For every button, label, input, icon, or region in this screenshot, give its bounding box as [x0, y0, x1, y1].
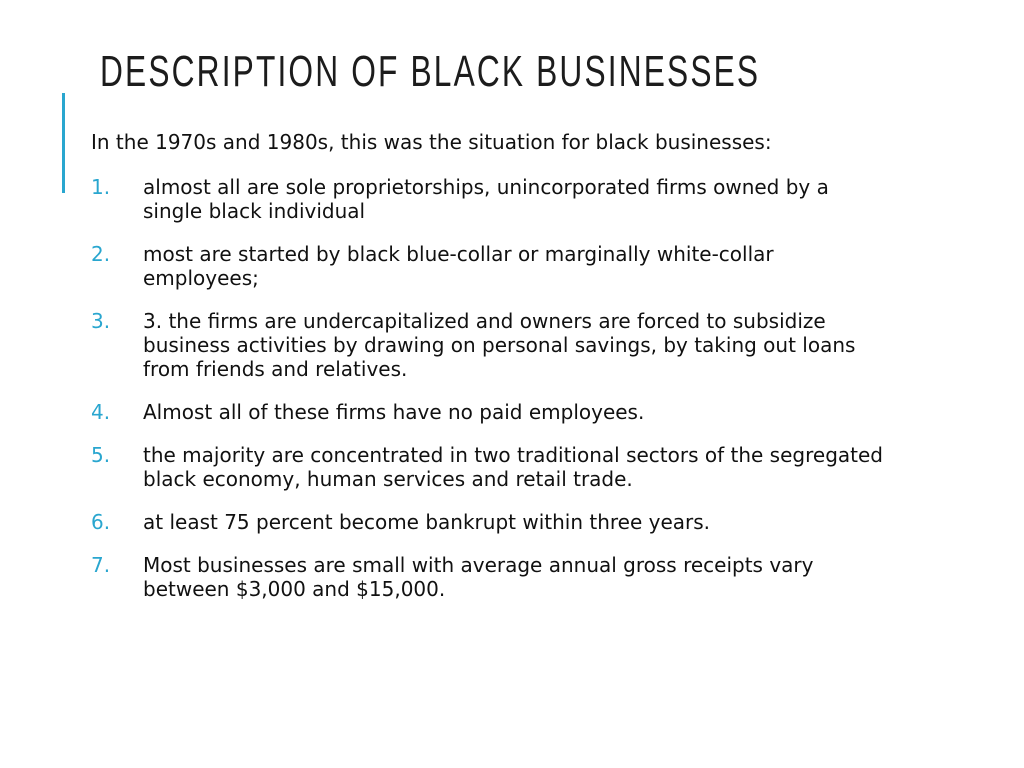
list-text: Most businesses are small with average annual gross receipts vary between $3,000 and $15,000.: [143, 553, 814, 601]
list-text: at least 75 percent become bankrupt within three years.: [143, 510, 711, 534]
slide-title: DESCRIPTION OF BLACK BUSINESSES: [100, 47, 761, 96]
list-item: [91, 400, 991, 424]
list-item: [91, 553, 991, 601]
list-number: 1.: [91, 175, 111, 199]
list-item: [91, 443, 991, 491]
list-text: 3. the firms are undercapitalized and owners are forced to subsidize business activities by drawing on personal savings, by taking out loans from friends and relatives.: [143, 309, 856, 381]
list-text: almost all are sole proprietorships, unincorporated firms owned by a single black individual: [143, 175, 829, 223]
list-number: 4.: [91, 400, 111, 424]
list-text: most are started by black blue-collar or marginally white-collar employees;: [143, 242, 774, 290]
list-number: 7.: [91, 553, 111, 577]
list-text: the majority are concentrated in two traditional sectors of the segregated black economy, human services and retail trade.: [143, 443, 883, 491]
list-number: 6.: [91, 510, 111, 534]
list-number: 3.: [91, 309, 111, 333]
list-item: [91, 242, 991, 290]
list-item: [91, 510, 991, 534]
list-number: 5.: [91, 443, 111, 467]
accent-bar: [62, 93, 65, 193]
list-item: [91, 309, 991, 381]
list-text: Almost all of these firms have no paid employees.: [143, 400, 645, 424]
numbered-list: [91, 175, 991, 620]
intro-text: In the 1970s and 1980s, this was the situation for black businesses:: [91, 130, 772, 154]
list-item: [91, 175, 991, 223]
list-number: 2.: [91, 242, 111, 266]
